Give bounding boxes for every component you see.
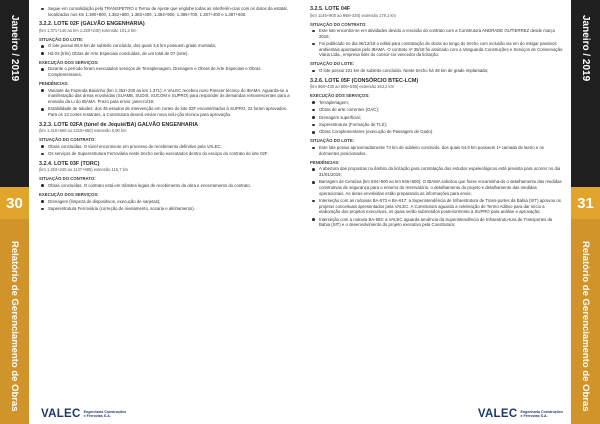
subsection-label: PENDÊNCIAS:: [39, 81, 69, 87]
intro-list: [39, 6, 292, 17]
left-page-content: [39, 6, 292, 213]
section-subtitle: (km 1.371+140 ao km 1.250+240) extensão 101,2 km: [39, 27, 137, 33]
bullet-list: [39, 144, 292, 157]
section-title: 3.2.3. LOTE 02FA (túnel de Jequié/BA) GALVÃO ENGENHARIA: [39, 121, 199, 128]
bullet-list: [310, 68, 563, 74]
bullet-list: [39, 43, 292, 56]
list-item: Durante o período foram executados serviços de Terraplenagem, Drenagem e Obras de Arte Especiais e Obras Complementares.: [39, 66, 292, 77]
valec-logo: [41, 407, 126, 421]
list-item: Superestrutura (Formação de TLS);: [310, 122, 563, 128]
list-item: Foi publicado no dia 06/12/18 o edital para contratação de obras ao longo do trecho com inclusão via em do mitigar passivos ambientais apontados pelo IBAMA. O contrato nº 35/18 foi assinado com a Vanguarda Construções e Serviços de Conservação Viária Ltda., empresa líder do consór-cio vencedor da licitação.: [310, 41, 563, 58]
list-item: Há 03 (três) Obras de Arte Especiais concluídas, de um total de 07 (sete).: [39, 51, 292, 57]
logo-line: e Ferrovias S.A.: [520, 414, 548, 418]
list-item: O lote possui 101 km de subleito concluído. Neste trecho há 48 km de grade implantada;: [310, 68, 563, 74]
list-item: Este lote possui aproximadamente 74 km de subleito concluído, dos quais 64,5 km possuem 1ª camada de lastro e os dormentes posicionados.: [310, 145, 563, 156]
list-item: Interseção com as rodovias BA-573 e BA-617: a Superintendência de Infraestrutura de Trans-portes da Bahia (SIT) aprovou os projetos conceituais apresentados pela VALEC. A Construtora aguarda a celebração de Termo Aditivo para dar início a elaboração dos projetos executivos, os quais serão submetidos posteriormente à SUPRO para análise e aprovação;: [310, 198, 563, 215]
page-number: 30: [0, 187, 29, 219]
right-page: [300, 0, 571, 424]
bullet-list: [39, 199, 292, 212]
list-item: Obras de arte correntes (OAC);: [310, 107, 563, 113]
list-item: Estabilidade de taludes: dos 45 estudos de intervenção em cortes do lote 02F encaminhados à SUPRO, 32 foram aprovados. Para os 13 cortes restantes, a Construtora deverá enviar nova solu-ção técnica para aprovação.: [39, 106, 292, 117]
logo-wordmark: VALEC: [477, 408, 518, 420]
section-title: 3.2.4. LOTE 03F (TORC): [39, 160, 100, 167]
logo-line: e Ferrovias S.A.: [83, 414, 111, 418]
section-subtitle: (km 1.316+550 ao 1315+650) extensão 0,90 km: [39, 128, 127, 133]
band-report-title: Relatório de Gerenciamento de Obras: [580, 240, 591, 412]
logo-line: Engenharia Construções: [83, 409, 127, 414]
list-item: Drenagem (limpeza de dispositivos, execução de sarjetas);: [39, 199, 292, 205]
bullet-list: [310, 100, 563, 135]
subsection-label: EXECUÇÃO DOS SERVIÇOS:: [39, 191, 99, 197]
valec-logo: [478, 407, 563, 421]
bullet-list: [39, 88, 292, 118]
band-date: Janeiro / 2019: [9, 14, 20, 82]
list-item: Drenagem superficial;: [310, 115, 563, 121]
list-item: O lote possui 80,8 km de subleito concluído, dos quais 3,6 km possuem grade montada;: [39, 43, 292, 49]
list-item: Obras concluídas. O contrato está em trâmites legais de recebimento da obra e encerramento do contrato.: [39, 183, 292, 189]
list-item: Superestrutura Ferroviária (correção de nivelamento, socaria e alinhamento).: [39, 206, 292, 212]
logo-line: Engenharia Construções: [520, 409, 563, 414]
list-item: Obras concluídas. O túnel encontra-se em processo de recebimento definitivo pela VALEC.: [39, 144, 292, 150]
bullet-list: [310, 28, 563, 58]
section-title: 3.2.6. LOTE 05F (CONSÓRCIO BTEC-LCM): [310, 77, 419, 84]
section-subtitle: (km 968+430 ao 806+595) extensão 163,2 km: [310, 84, 394, 90]
list-item: Barragem de Ceraíma (km 934+500 ao km 946+500): O IBAMA solicitou que fosse encaminha-do o detalhamento das medidas construtivas de segurança para o entorno do reservatório, o detalhamento do projeto e detalhamento das medidas operacionais. As áreas envolvidas estão preparando as informações para envio;: [310, 179, 563, 196]
subsection-label: SITUAÇÃO DO LOTE:: [39, 36, 84, 42]
bullet-list: [310, 145, 563, 156]
logo-subtitle: [520, 410, 563, 418]
right-page-content: [310, 6, 563, 229]
band-date: Janeiro / 2019: [580, 14, 591, 82]
band-report-title: Relatório de Gerenciamento de Obras: [9, 240, 20, 412]
section-title: 3.2.2. LOTE 02F (GALVÃO ENGENHARIA): [39, 21, 145, 28]
bullet-list: [310, 166, 563, 227]
bullet-list: [39, 66, 292, 77]
list-item: Os serviços de Superestrutura Ferroviária neste trecho serão executados dentro do escopo do contrato do lote 02F.: [39, 151, 292, 157]
list-item: Obras Complementares (execução de Passagem de Gado).: [310, 129, 563, 135]
list-item: Segue em consolidação pela TRANSPETRO o Termo de Ajuste que englobe todas as interferên-cias com os dutos da estatal, localizados nos km 1.380+800, 1.362+800, 1.383+400, 1.384+900, 1.385+700, 1.387+400 e 1.387+600.: [39, 6, 292, 17]
subsection-label: SITUAÇÃO DO CONTRATO:: [39, 176, 96, 182]
subsection-label: SITUAÇÃO DO CONTRATO:: [310, 21, 367, 27]
list-item: Variante da Fazenda Baixinho (km 1.362+200 ao km 1.371): A VALEC recebeu novo Parecer técnico do IBAMA. Aguarda-se a manifestação das áreas envolvidas (SUAMB, SUDIS, SUCOM e SUPRO) para responder às demandas remanescentes para a emissão da LI do IBAMA. Prazo para envio: janei-ro/19;: [39, 88, 292, 105]
section-title: 3.2.5. LOTE 04F: [310, 6, 351, 12]
list-item: Este lote encontra-se em atividades devido a rescisão do contrato com a Construtora ANDRADE GUTIERREZ desde março 2016;: [310, 28, 563, 39]
subsection-label: EXECUÇÃO DOS SERVIÇOS:: [39, 59, 99, 65]
logo-subtitle: [84, 410, 127, 418]
left-page: [29, 0, 300, 424]
logo-wordmark: VALEC: [41, 408, 81, 420]
list-item: A abertura das propostas no âmbito da licitação para contratação dos estudos espeleológicos está prevista para ocorrer no dia 31/01/2019;: [310, 166, 563, 177]
left-side-band: [0, 0, 29, 424]
page-number: 31: [571, 187, 600, 219]
section-subtitle: (km 1.253+240 ao 1137+885) extensão 115,7 km: [39, 167, 129, 173]
subsection-label: SITUAÇÃO DO CONTRATO:: [39, 137, 96, 143]
list-item: Interseção com a rodovia BA-583: a VALEC aguarda anuência da Superintendência de Infraestrutu-tura de Transportes da Bahia (SIT) e o desenvolvimento do projeto executivo pela Construtora;: [310, 217, 563, 228]
subsection-label: SITUAÇÃO DO LOTE:: [310, 61, 355, 67]
subsection-label: EXECUÇÃO DOS SERVIÇOS:: [310, 93, 370, 99]
bullet-list: [39, 183, 292, 189]
subsection-label: SITUAÇÃO DO LOTE:: [310, 138, 355, 144]
section-subtitle: (km 1145+900 ao 968+430) extensão 178,1 km: [310, 12, 396, 18]
right-side-band: [571, 0, 600, 424]
subsection-label: PENDÊNCIAS:: [310, 159, 340, 165]
list-item: Terraplenagem;: [310, 100, 563, 106]
